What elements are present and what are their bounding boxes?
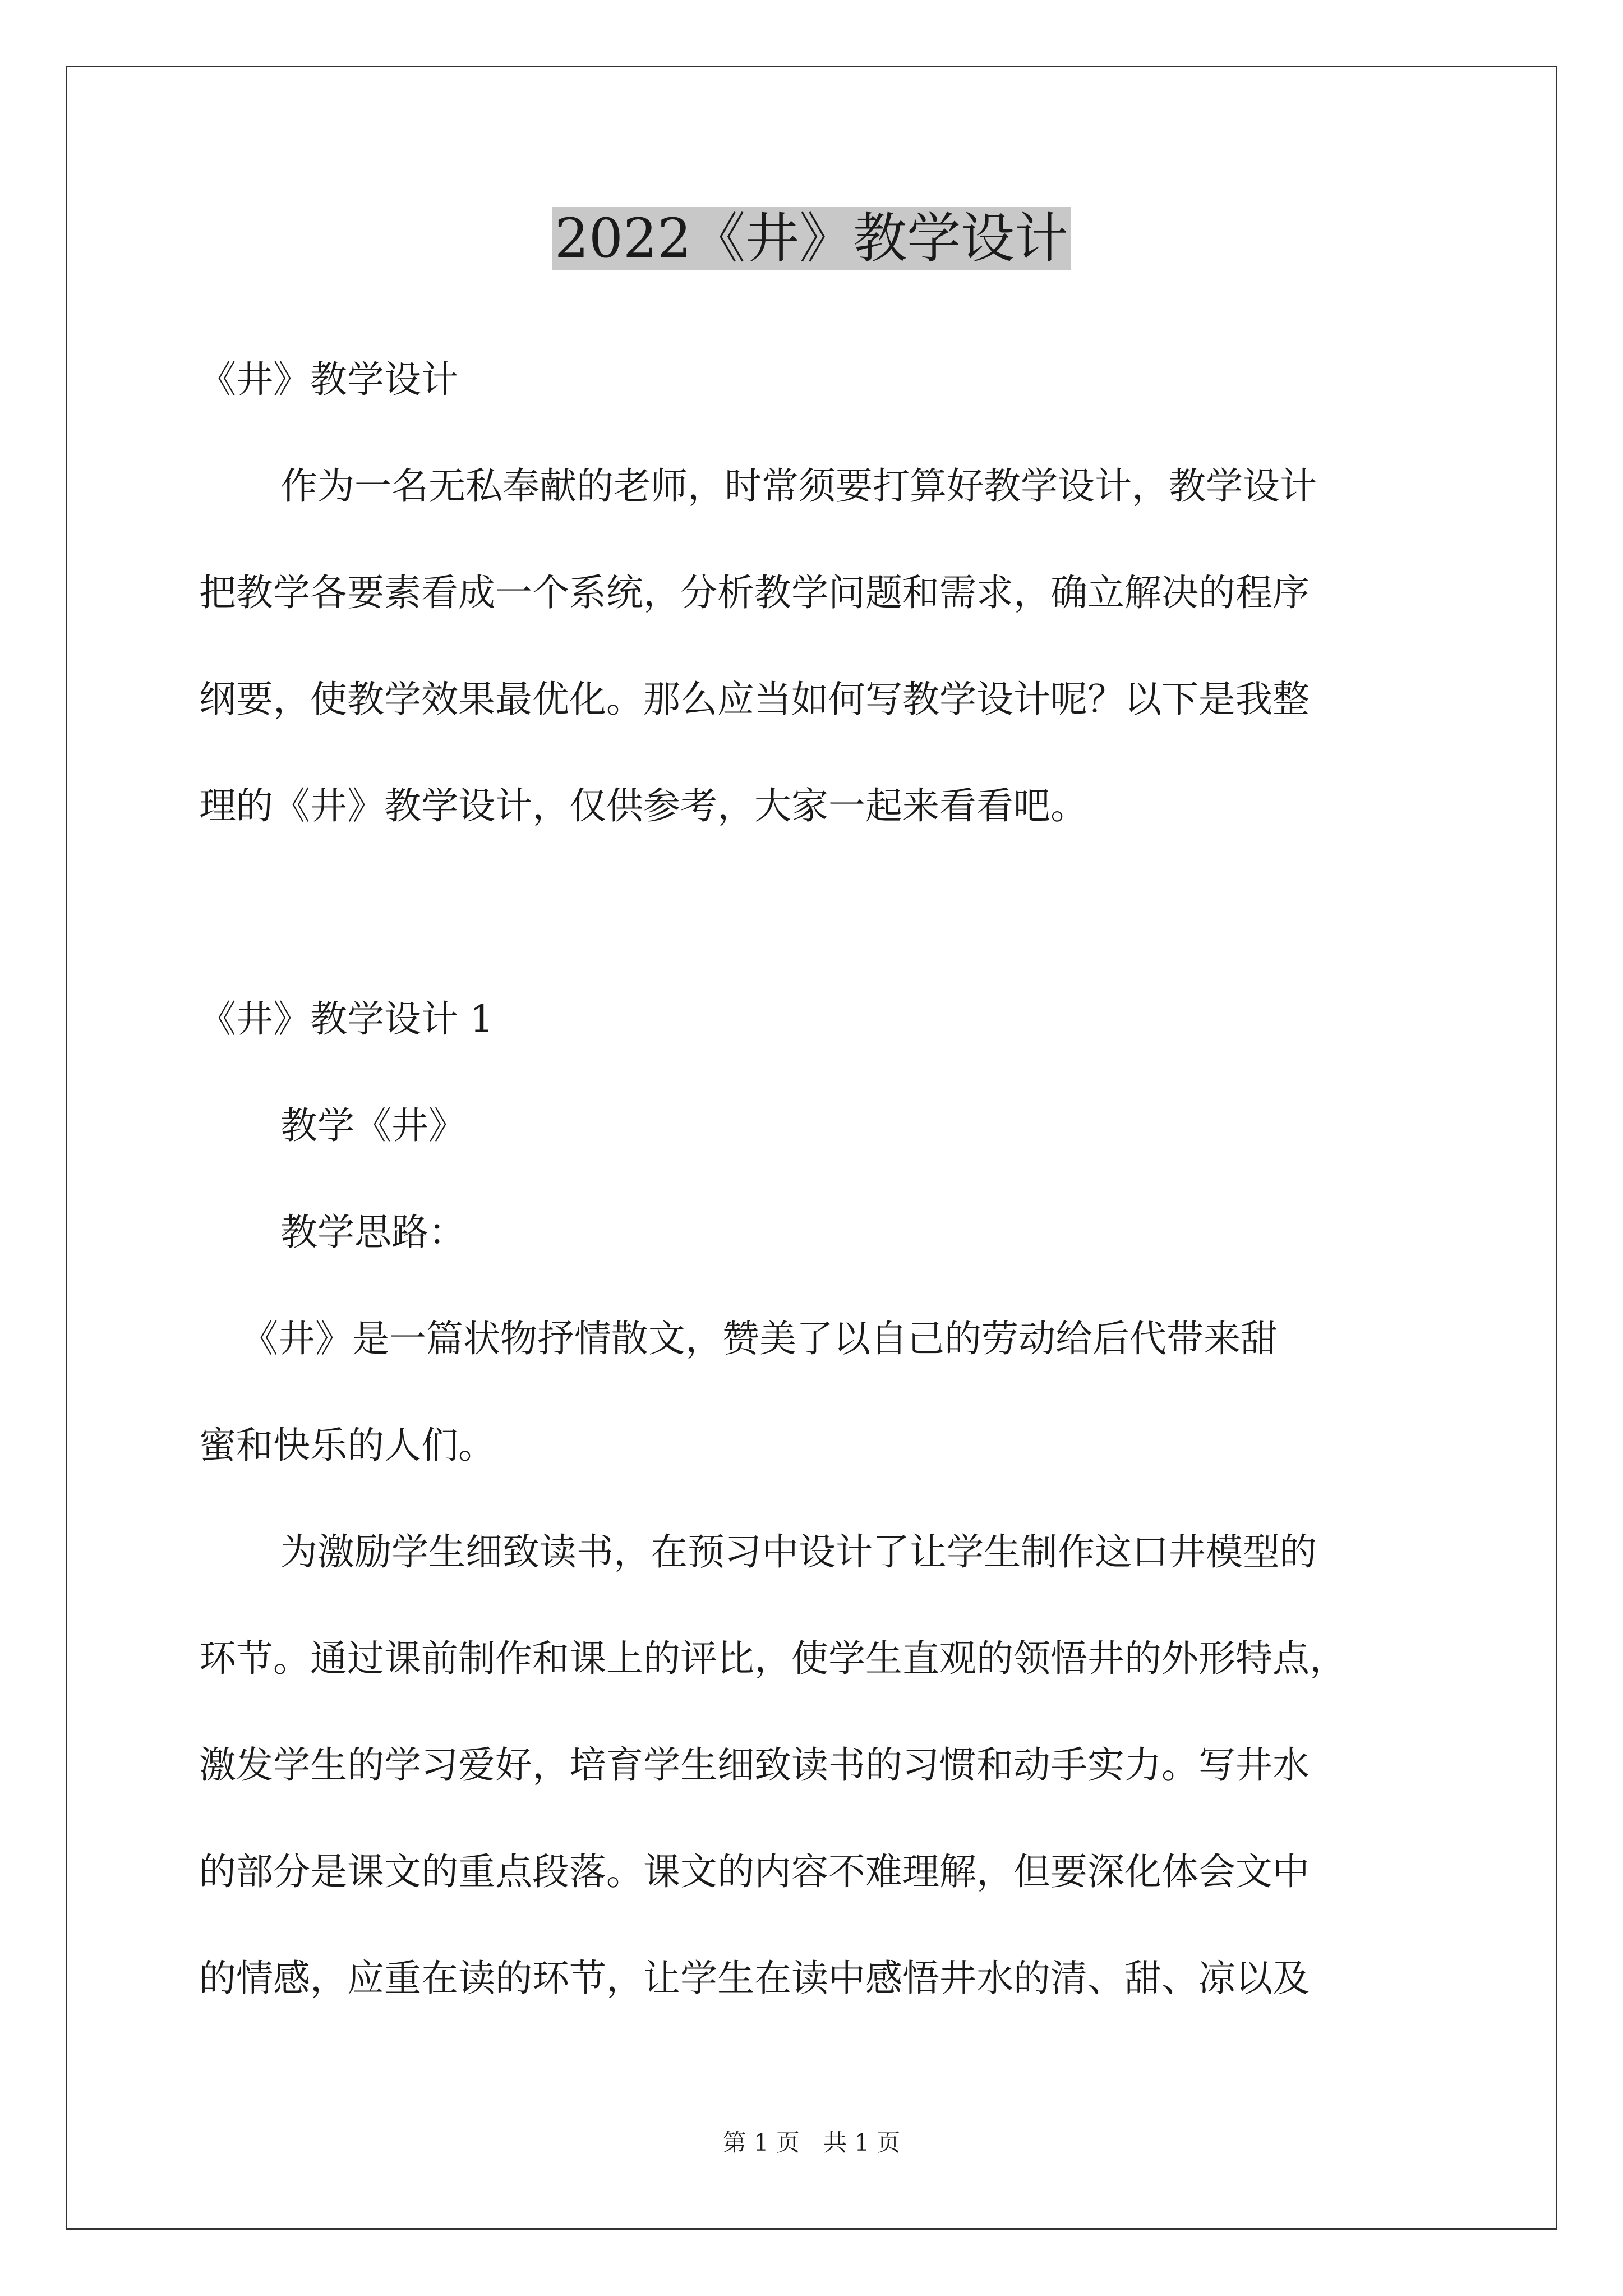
document-title [0,202,1623,275]
approach-label: 教学思路： [280,1211,465,1254]
detail-line: 环节。通过课前制作和课上的评比，使学生直观的领悟井的外形特点， [199,1637,1347,1680]
approach-line: 蜜和快乐的人们。 [199,1424,495,1467]
lesson-title: 教学《井》 [280,1104,465,1147]
detail-line: 的情感，应重在读的环节，让学生在读中感悟井水的清、甜、凉以及 [199,1957,1310,2000]
subtitle: 《井》教学设计 [199,358,458,401]
intro-line: 作为一名无私奉献的老师，时常须要打算好教学设计，教学设计 [280,464,1317,508]
document-title-text: 2022《井》教学设计 [552,207,1071,270]
intro-line: 纲要，使教学效果最优化。那么应当如何写教学设计呢？以下是我整 [199,678,1310,721]
page-footer [0,2126,1623,2160]
intro-line: 把教学各要素看成一个系统，分析教学问题和需求，确立解决的程序 [199,571,1310,614]
section-heading: 《井》教学设计 1 [199,997,494,1041]
detail-line: 激发学生的学习爱好，培育学生细致读书的习惯和动手实力。写井水 [199,1743,1310,1787]
page-number: 第 1 页 共 1 页 [722,2129,901,2156]
intro-line: 理的《井》教学设计，仅供参考，大家一起来看看吧。 [199,784,1087,827]
detail-line: 为激励学生细致读书，在预习中设计了让学生制作这口井模型的 [280,1530,1317,1573]
detail-line: 的部分是课文的重点段落。课文的内容不难理解，但要深化体会文中 [199,1850,1310,1893]
approach-line: 《井》是一篇状物抒情散文，赞美了以自己的劳动给后代带来甜 [241,1317,1278,1360]
